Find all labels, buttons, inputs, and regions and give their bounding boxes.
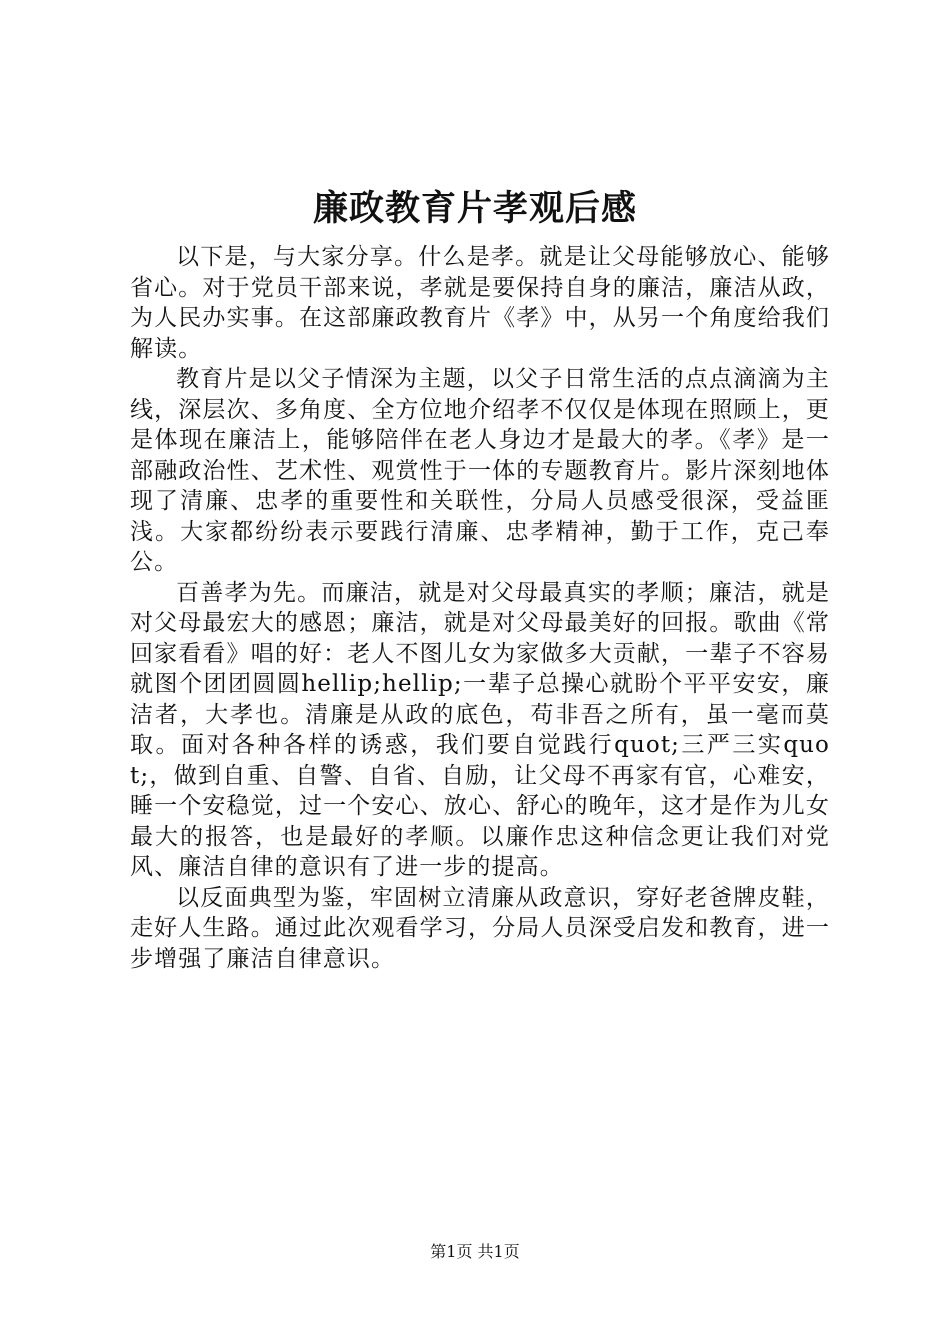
document-body: [130, 242, 830, 974]
paragraph-2: 教育片是以父子情深为主题，以父子日常生活的点点滴滴为主线，深层次、多角度、全方位地介绍孝不仅仅是体现在照顾上，更是体现在廉洁上，能够陪伴在老人身边才是最大的孝。《孝》是一部融政治性、艺术性、观赏性于一体的专题教育片。影片深刻地体现了清廉、忠孝的重要性和关联性，分局人员感受很深，受益匪浅。大家都纷纷表示要践行清廉、忠孝精神，勤于工作，克己奉公。: [130, 366, 830, 575]
page-footer: 第1页 共1页: [430, 1242, 520, 1261]
document-title: 廉政教育片孝观后感: [312, 188, 637, 229]
paragraph-3: 百善孝为先。而廉洁，就是对父母最真实的孝顺；廉洁，就是对父母最宏大的感恩；廉洁，就是对父母最美好的回报。歌曲《常回家看看》唱的好：老人不图儿女为家做多大贡献，一辈子不容易就图个团团圆圆hellip;hellip;一辈子总操心就盼个平平安安，廉洁者，大孝也。清廉是从政的底色，苟非吾之所有，虽一毫而莫取。面对各种各样的诱惑，我们要自觉践行quot;三严三实quot;，做到自重、自警、自省、自励，让父母不再家有官，心难安，睡一个安稳觉，过一个安心、放心、舒心的晚年，这才是作为儿女最大的报答，也是最好的孝顺。以廉作忠这种信念更让我们对党风、廉洁自律的意识有了进一步的提高。: [130, 579, 830, 880]
paragraph-4: 以反面典型为鉴，牢固树立清廉从政意识，穿好老爸牌皮鞋，走好人生路。通过此次观看学习，分局人员深受启发和教育，进一步增强了廉洁自律意识。: [130, 884, 830, 972]
paragraph-1: 以下是，与大家分享。什么是孝。就是让父母能够放心、能够省心。对于党员干部来说，孝就是要保持自身的廉洁，廉洁从政，为人民办实事。在这部廉政教育片《孝》中，从另一个角度给我们解读。: [130, 244, 830, 362]
